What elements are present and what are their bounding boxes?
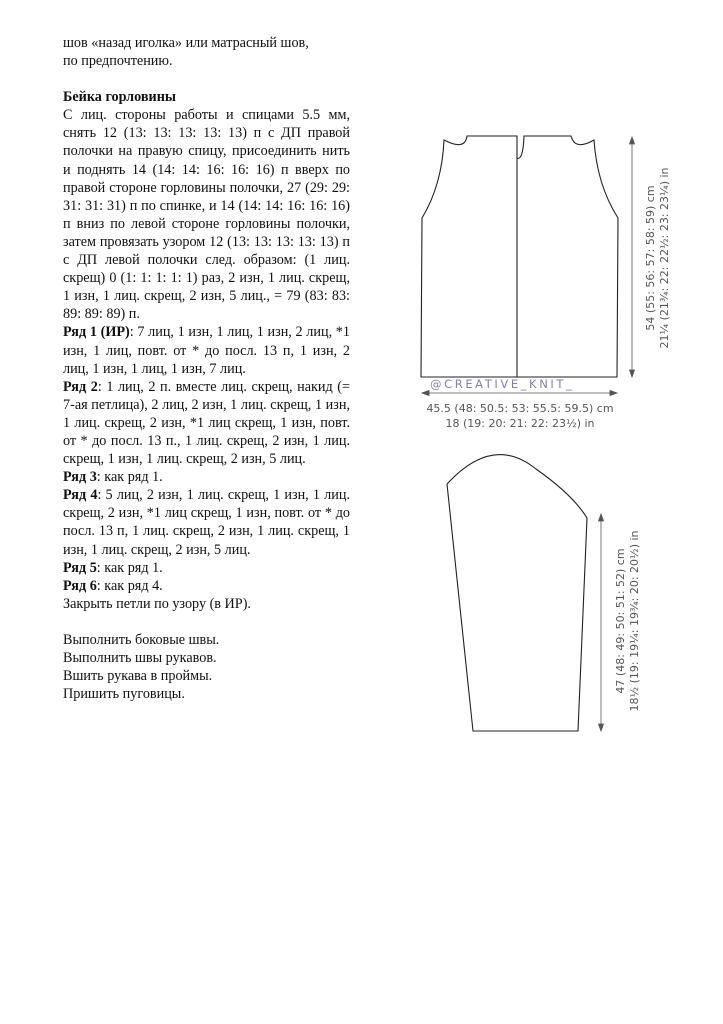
finishing-step: Вшить рукава в проймы. [63,668,213,685]
arrowhead [422,391,429,396]
row-text: : как ряд 1. [96,469,163,486]
row-label: Ряд 6 [63,577,97,594]
neckband-heading: Бейка горловины [63,89,176,106]
body-length-in-label: 21¼ (21¾: 22: 22½: 23: 23¼) in [658,167,671,349]
body-width-cm-label: 45.5 (48: 50.5: 53: 55.5: 59.5) cm [426,402,614,415]
row-label: Ряд 5 [63,559,97,576]
row-text: : 5 лиц, 2 изн, 1 лиц. скрещ, 1 изн, 1 лиц. скрещ, 2 изн, *1 лиц скрещ, 1 изн, повт. от * до посл. 13 п, 1 лиц. скрещ, 2 изн, 1 лиц. скрещ, 1 изн, 1 лиц. скрещ, 2 изн, 5 лиц. [63,487,350,558]
intro-line: шов «назад иголка» или матрасный шов, [63,35,309,51]
arrowhead [599,724,604,731]
arrowhead [630,370,635,377]
row-label: Ряд 2 [63,378,98,395]
neckband-paragraph: С лиц. стороны работы и спицами 5.5 мм, снять 12 (13: 13: 13: 13: 13) п с ДП правой полочки на правую спицу, присоединить нить и поднять 14 (14: 14: 16: 16: 16) п вверх по правой стороне горловины полочки, 27 (29: 29: 31: 31: 31) п по спинке, и 14 (14: 14: 16: 16: 16) п вниз по левой стороне горловины полочки, затем провязать узором 12 (13: 13: 13: 13: 13) п с ДП левой полочки след. образом: (1 лиц. скрещ) 0 (1: 1: 1: 1: 1) раз, 2 изн, 1 лиц. скрещ, 1 изн, 1 лиц. скрещ, 2 изн, 5 лиц., = 79 (83: 83: 89: 89: 89) п. [63,107,350,323]
arrowhead [610,391,617,396]
watermark: @CREATIVE_KNIT_ [430,377,575,391]
arrowhead [599,514,604,521]
closing-line: Закрыть петли по узору (в ИР). [63,595,251,612]
finishing-step: Выполнить боковые швы. [63,631,220,648]
vest-body-outline [421,136,618,377]
sleeve-outline [447,455,587,731]
intro-line: по предпочтению. [63,53,173,70]
sleeve-length-in-label: 18½ (19: 19¼: 19¾: 20: 20½) in [628,530,641,712]
row-text: : как ряд 4. [96,577,163,594]
sleeve-length-cm-label: 47 (48: 49: 50: 51: 52) cm [614,548,627,694]
finishing-step: Выполнить швы рукавов. [63,650,217,666]
body-width-in-label: 18 (19: 20: 21: 22: 23½) in [445,417,595,430]
row-text: : 1 лиц, 2 п. вместе лиц. скрещ, накид (= 7-ая петлица), 2 лиц, 2 изн, 1 лиц. скрещ, 1 изн, 1 лиц. скрещ, 2 изн, *1 лиц скрещ, 1 изн, повт. от * до посл. 13 п., 1 лиц. скрещ, 2 изн, 1 лиц. скрещ, 1 изн, 1 лиц. скрещ, 2 изн, 5 лиц. [63,378,350,468]
row-label: Ряд 4 [63,487,98,504]
row-label: Ряд 3 [63,469,97,486]
row-text: : как ряд 1. [96,559,163,576]
row-text: : 7 лиц, 1 изн, 1 лиц, 1 изн, 2 лиц, *1 изн, 1 лиц, повт. от * до посл. 13 п, 1 изн, 2 лиц, 1 изн, 1 лиц, 1 изн, 7 лиц. [63,324,350,377]
body-length-cm-label: 54 (55: 56: 57: 58: 59) cm [644,185,657,331]
finishing-step: Пришить пуговицы. [63,686,185,703]
arrowhead [630,137,635,144]
row-label: Ряд 1 (ИР) [63,324,130,341]
